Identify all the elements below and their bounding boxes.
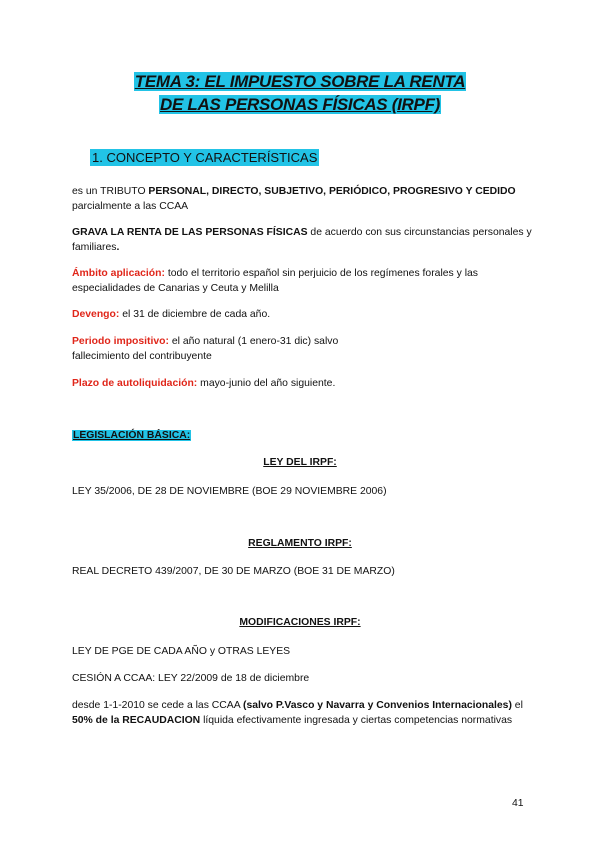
- concept-suffix: parcialmente a las CCAA: [72, 201, 189, 212]
- ambito-text: todo el territorio español sin perjuicio de los regímenes forales y las especialidades de Canarias y Ceuta y Melilla: [72, 268, 478, 294]
- grava-paragraph: [72, 225, 532, 255]
- reglamento-text: REAL DECRETO 439/2007, DE 30 DE MARZO (BOE 31 DE MARZO): [72, 566, 395, 577]
- cesion-prefix: desde 1-1-2010 se cede a las CCAA: [72, 700, 243, 711]
- grava-end: .: [116, 242, 120, 253]
- grava-bold: GRAVA LA RENTA DE LAS PERSONAS FÍSICAS: [72, 227, 308, 238]
- page-number: 41: [512, 798, 524, 809]
- plazo-paragraph: [72, 376, 532, 391]
- cesion-mid: el: [511, 700, 523, 711]
- modificaciones-text-1: LEY DE PGE DE CADA AÑO y OTRAS LEYES: [72, 646, 291, 657]
- document-title: [0, 70, 600, 116]
- modificaciones-text-2: CESIÓN A CCAA: LEY 22/2009 de 18 de diciembre: [72, 673, 310, 684]
- devengo-text: el 31 de diciembre de cada año.: [119, 309, 271, 320]
- ley-text: LEY 35/2006, DE 28 DE NOVIEMBRE (BOE 29 NOVIEMBRE 2006): [72, 486, 387, 497]
- modificaciones-heading: MODIFICACIONES IRPF:: [239, 617, 361, 628]
- ley-heading: LEY DEL IRPF:: [263, 457, 337, 468]
- periodo-text: el año natural (1 enero-31 dic) salvo: [169, 336, 339, 347]
- plazo-label: Plazo de autoliquidación:: [72, 378, 198, 389]
- cesion-paragraph: [72, 698, 532, 728]
- concept-prefix: es un TRIBUTO: [72, 186, 149, 197]
- periodo-paragraph: [72, 334, 532, 364]
- cesion-bold-1: (salvo P.Vasco y Navarra y Convenios Internacionales): [242, 700, 512, 711]
- devengo-paragraph: [72, 307, 532, 322]
- legislacion-heading-text: LEGISLACIÓN BÁSICA:: [73, 430, 191, 441]
- periodo-line-2: fallecimiento del contribuyente: [72, 351, 212, 362]
- section-heading-text: 1. CONCEPTO Y CARACTERÍSTICAS: [92, 150, 318, 165]
- grava-rest: de acuerdo con sus circunstancias personales y familiares: [72, 227, 532, 253]
- periodo-label: Periodo impositivo:: [72, 336, 169, 347]
- reglamento-heading: REGLAMENTO IRPF:: [248, 538, 352, 549]
- devengo-label: Devengo:: [72, 309, 120, 320]
- legislacion-heading: [72, 430, 191, 441]
- cesion-bold-2: 50% de la RECAUDACION: [72, 715, 201, 726]
- section-heading: [90, 150, 319, 165]
- ambito-paragraph: [72, 266, 532, 296]
- ambito-label: Ámbito aplicación:: [72, 268, 165, 279]
- cesion-suffix: líquida efectivamente ingresada y ciertas competencias normativas: [200, 715, 513, 726]
- title-line-1: TEMA 3: EL IMPUESTO SOBRE LA RENTA: [134, 72, 466, 91]
- plazo-text: mayo-junio del año siguiente.: [197, 378, 336, 389]
- concept-bold: PERSONAL, DIRECTO, SUBJETIVO, PERIÓDICO, PROGRESIVO Y CEDIDO: [148, 186, 516, 197]
- title-line-2: DE LAS PERSONAS FÍSICAS (IRPF): [159, 95, 441, 114]
- concept-paragraph: [72, 184, 532, 214]
